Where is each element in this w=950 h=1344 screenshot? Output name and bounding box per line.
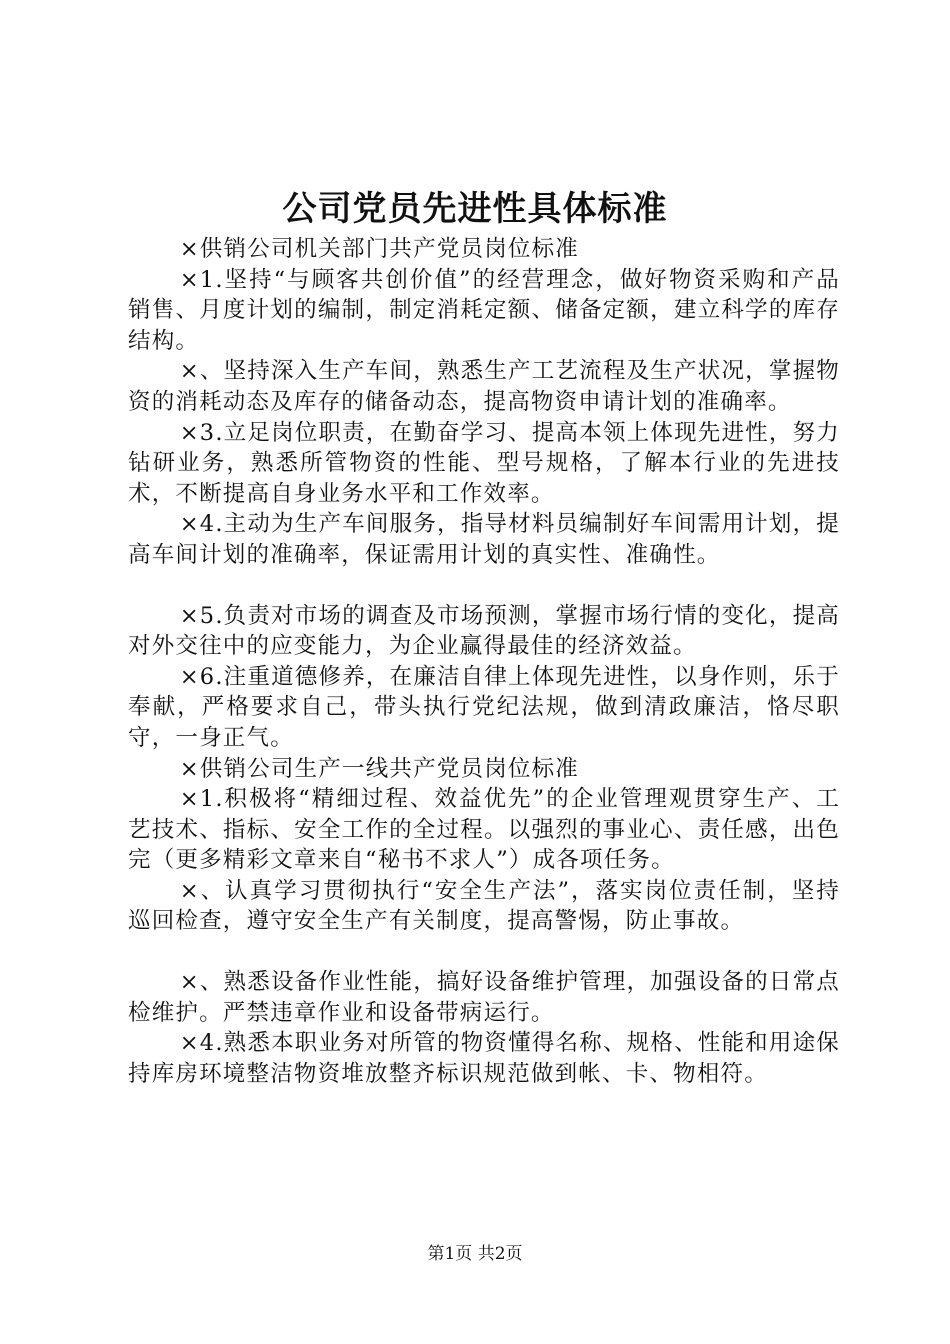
paragraph-item-7: ×1.积极将“精细过程、效益优先”的企业管理观贯穿生产、工艺技术、指标、安全工作的全过程。以强烈的事业心、责任感，出色完（更多精彩文章来自“秘书不求人”）成各项任务。: [128, 786, 840, 874]
paragraph-item-3: ×3.立足岗位职责，在勤奋学习、提高本领上体现先进性，努力钻研业务，熟悉所管物资的性能、型号规格，了解本行业的先进技术，不断提高自身业务水平和工作效率。: [128, 419, 840, 507]
paragraph-item-5: ×5.负责对市场的调查及市场预测，掌握市场行情的变化，提高对外交往中的应变能力，为企业赢得最佳的经济效益。: [128, 602, 840, 660]
paragraph-item-2: ×、坚持深入生产车间，熟悉生产工艺流程及生产状况，掌握物资的消耗动态及库存的储备动态，提高物资申请计划的准确率。: [128, 358, 840, 415]
paragraph-section-heading-1: ×供销公司机关部门共产党员岗位标准: [179, 236, 580, 262]
paragraph-item-10: ×4.熟悉本职业务对所管的物资懂得名称、规格、性能和用途保持库房环境整洁物资堆放整齐标识规范做到帐、卡、物相符。: [128, 1030, 840, 1087]
page-number-footer: 第1页 共2页: [427, 1244, 523, 1264]
paragraph-section-heading-2: ×供销公司生产一线共产党员岗位标准: [179, 755, 580, 782]
paragraph-item-1: ×1.坚持“与顾客共创价值”的经营理念，做好物资采购和产品销售、月度计划的编制，制定消耗定额、储备定额，建立科学的库存结构。: [128, 266, 840, 354]
document-body: [128, 234, 840, 1089]
paragraph-item-4: ×4.主动为生产车间服务，指导材料员编制好车间需用计划，提高车间计划的准确率，保证需用计划的真实性、准确性。: [128, 511, 840, 568]
paragraph-item-6: ×6.注重道德修养，在廉洁自律上体现先进性，以身作则，乐于奉献，严格要求自己，带头执行党纪法规，做到清政廉洁，恪尽职守，一身正气。: [128, 663, 840, 751]
document-title: 公司党员先进性具体标准: [282, 189, 668, 229]
paragraph-item-8: ×、认真学习贯彻执行“安全生产法”，落实岗位责任制，坚持巡回检查，遵守安全生产有关制度，提高警惕，防止事故。: [128, 877, 840, 935]
paragraph-item-9: ×、熟悉设备作业性能，搞好设备维护管理，加强设备的日常点检维护。严禁违章作业和设备带病运行。: [128, 969, 840, 1026]
